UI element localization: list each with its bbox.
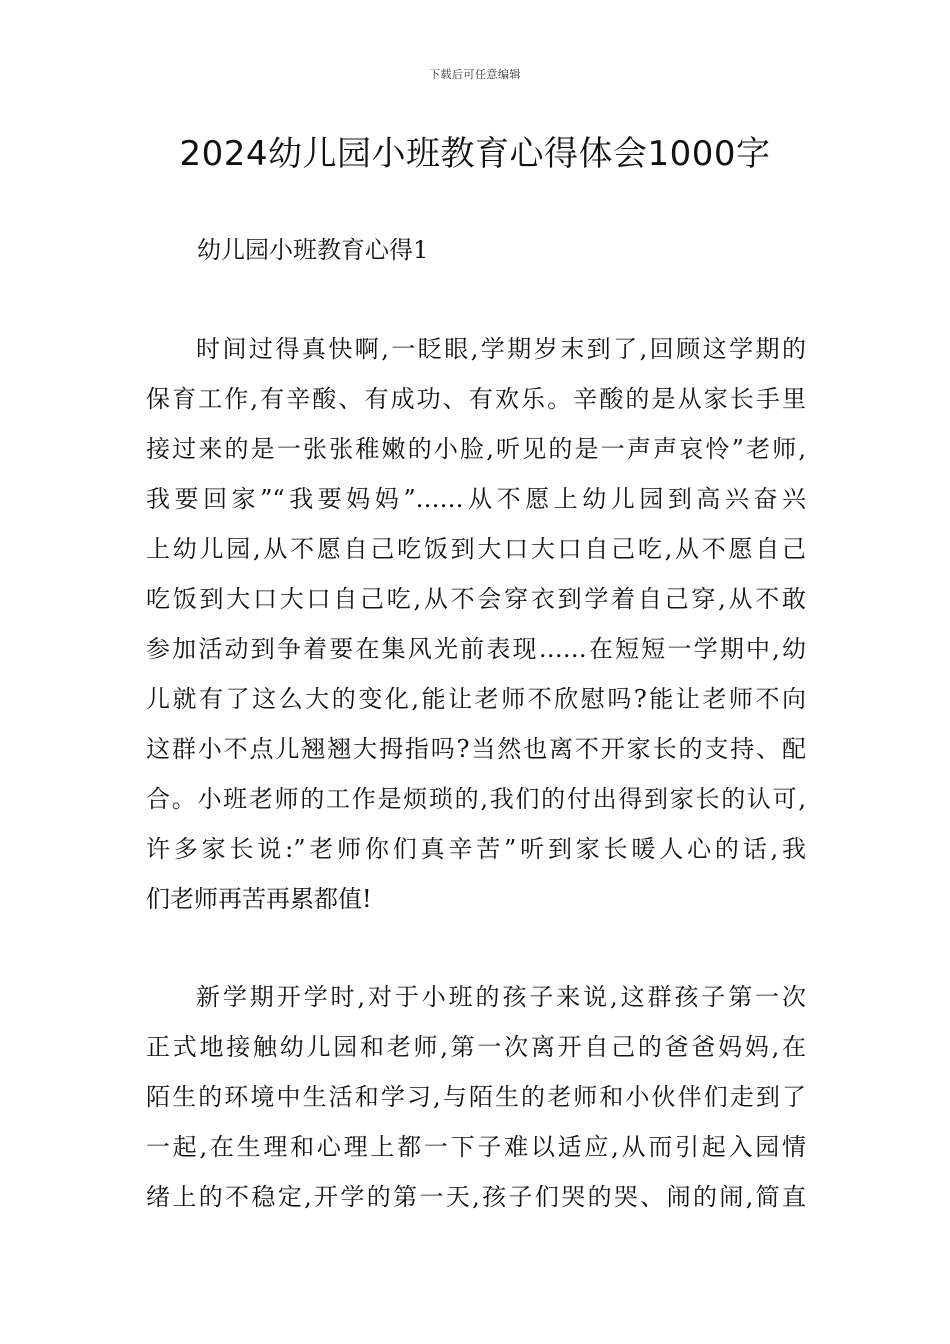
paragraph-line: 参加活动到争着要在集风光前表现……在短短一学期中,幼 [146, 635, 806, 663]
paragraph-line: 新学期开学时,对于小班的孩子来说,这群孩子第一次 [196, 983, 806, 1011]
paragraph-line: 上幼儿园,从不愿自己吃饭到大口大口自己吃,从不愿自己 [146, 535, 806, 563]
paragraph-2 [146, 972, 806, 1222]
paragraph-line: 保育工作,有辛酸、有成功、有欢乐。辛酸的是从家长手里 [146, 385, 806, 413]
paragraph-line: 接过来的是一张张稚嫩的小脸,听见的是一声声哀怜”老师, [146, 435, 806, 463]
paragraph-line: 许多家长说:”老师你们真辛苦”听到家长暖人心的话,我 [146, 835, 806, 863]
paragraph-line: 儿就有了这么大的变化,能让老师不欣慰吗?能让老师不向 [146, 685, 806, 713]
section-heading: 幼儿园小班教育心得1 [197, 236, 429, 264]
paragraph-line: 一起,在生理和心理上都一下子难以适应,从而引起入园情 [146, 1133, 806, 1161]
document-title: 2024幼儿园小班教育心得体会1000字 [179, 134, 771, 174]
paragraph-line: 我要回家”“我要妈妈”……从不愿上幼儿园到高兴奋兴 [146, 485, 806, 513]
paragraph-line: 陌生的环境中生活和学习,与陌生的老师和小伙伴们走到了 [146, 1083, 806, 1111]
paragraph-line: 这群小不点儿翘翘大拇指吗?当然也离不开家长的支持、配 [146, 735, 806, 763]
paragraph-1 [146, 324, 806, 924]
paragraph-line: 合。小班老师的工作是烦琐的,我们的付出得到家长的认可, [146, 785, 806, 813]
paragraph-line: 吃饭到大口大口自己吃,从不会穿衣到学着自己穿,从不敢 [146, 585, 806, 613]
paragraph-line: 绪上的不稳定,开学的第一天,孩子们哭的哭、闹的闹,简直 [146, 1183, 806, 1211]
paragraph-line: 时间过得真快啊,一眨眼,学期岁末到了,回顾这学期的 [196, 335, 806, 363]
header-note: 下载后可任意编辑 [429, 68, 521, 81]
paragraph-line: 们老师再苦再累都值! [146, 885, 372, 913]
paragraph-line: 正式地接触幼儿园和老师,第一次离开自己的爸爸妈妈,在 [146, 1033, 806, 1061]
